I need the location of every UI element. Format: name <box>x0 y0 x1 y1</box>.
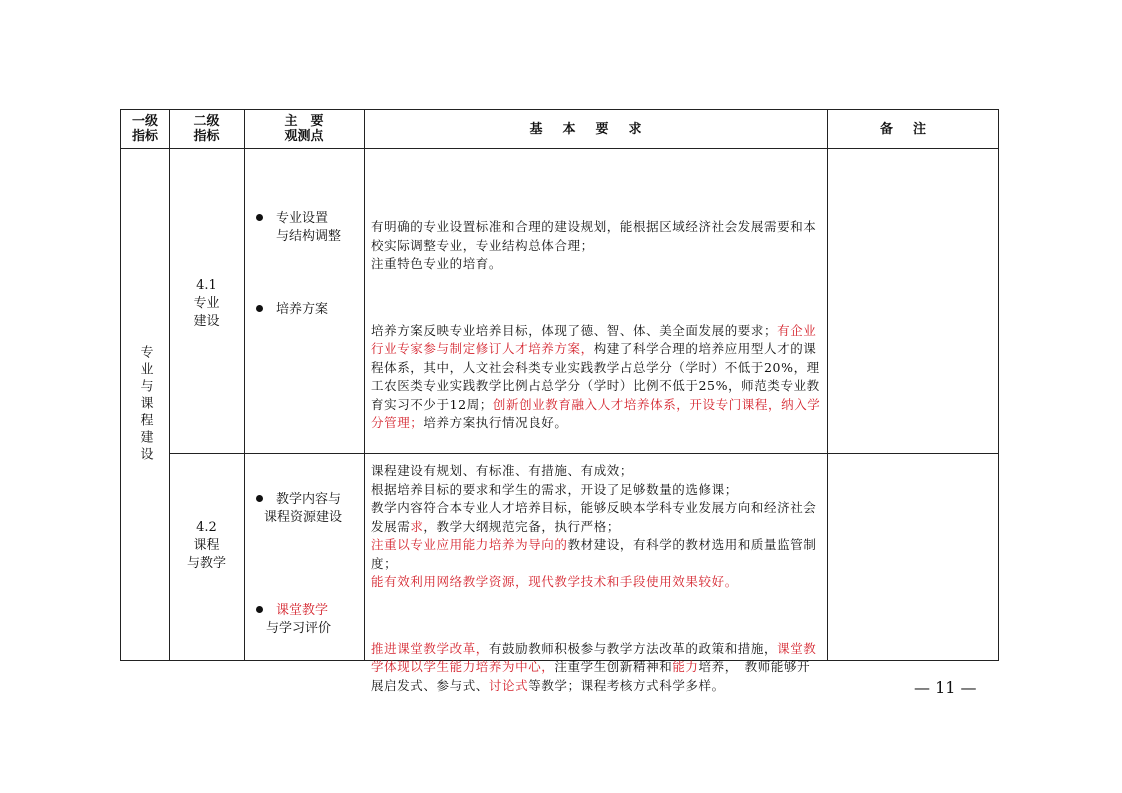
highlighted-requirement: 有企业行业专家参与制定修订人才培养方案， <box>371 322 817 356</box>
requirement-text: 课程建设有规划、有标准、有措施、有成效； <box>371 463 634 478</box>
requirement-text: 教学内容符合本专业人才培养目标，能够反映本学科专业发展方向和经济社会发展需 <box>371 500 817 534</box>
highlighted-requirement: 能力 <box>672 659 699 674</box>
requirement-paragraph <box>371 640 823 696</box>
requirement-text: ，教学大纲规范完备，执行严格； <box>423 518 620 534</box>
requirement-text: 培养方案执行情况良好。 <box>423 415 568 430</box>
header-level2: 二级 指标 <box>193 114 220 144</box>
bullet-icon <box>256 305 263 312</box>
bullet-icon <box>256 214 263 221</box>
requirement-text: 注重特色专业的培育。 <box>371 256 503 271</box>
bullet-icon <box>256 495 263 502</box>
highlighted-requirement: 课堂教学体现以学生能力培养为中心， <box>371 640 817 674</box>
requirement-paragraph <box>371 255 823 274</box>
requirement-text: 构建了科学合理的培养应用型人才的课程体系，其中，人文社会科类专业实践教学占总学分（学时）不低于20%，理工农医类专业实践教学比例占总学分（学时）比例不低于25%，师范类专业教育实习不少于12周； <box>371 341 820 412</box>
requirement-text: 培养方案反映专业培养目标，体现了德、智、体、美全面发展的要求； <box>371 322 778 338</box>
requirements-cell-4-2 <box>371 462 823 695</box>
requirement-paragraph <box>371 573 823 592</box>
requirement-text: 注重学生创新精神和 <box>554 659 673 674</box>
remarks-cell <box>828 149 999 452</box>
header-requirements: 基本要求 <box>529 121 662 137</box>
observation-item: 专业设置 与结构调整 <box>256 210 341 246</box>
requirement-text: 有明确的专业设置标准和合理的建设规划，能根据区域经济社会发展需要和本校实际调整专业，专业结构总体合理； <box>371 219 817 253</box>
highlighted-requirement: 能有效利用网络教学资源，现代教学技术和手段使用效果较好。 <box>371 574 738 589</box>
level2-cell-4-2: 4.2 课程 与教学 <box>186 520 226 571</box>
requirement-text: 有鼓励教师积极参与教学方法改革的政策和措施， <box>488 640 778 656</box>
requirements-cell-4-1 <box>371 218 823 433</box>
requirement-text: 等教学；课程考核方式科学多样。 <box>528 677 725 693</box>
level1-label: 专业与课程建设 <box>137 344 153 464</box>
requirement-paragraph <box>371 462 823 481</box>
observation-item: 教学内容与 课程资源建设 <box>256 491 342 527</box>
requirement-paragraph <box>371 218 823 255</box>
requirement-paragraph <box>371 499 823 536</box>
remarks-cell <box>828 454 999 660</box>
requirement-paragraph <box>371 322 823 433</box>
level2-cell-4-1: 4.1 专业 建设 <box>193 278 220 329</box>
requirement-paragraph <box>371 481 823 500</box>
header-level1: 一级 指标 <box>131 114 158 144</box>
bullet-icon <box>256 606 263 613</box>
observation-item: 课堂教学 与学习评价 <box>256 602 331 638</box>
header-remarks: 备注 <box>879 121 946 137</box>
highlighted-requirement: 创新创业教育融入人才培养体系，开设专门课程，纳入学分管理； <box>371 396 821 430</box>
highlighted-requirement: 讨论式 <box>488 677 529 693</box>
requirement-paragraph <box>371 536 823 573</box>
highlighted-requirement: 注重以专业应用能力培养为导向的 <box>371 537 568 552</box>
highlighted-requirement: 推进课堂教学改革， <box>371 640 489 656</box>
requirement-text: 教材建设，有科学的教材选用和质量监管制度； <box>371 537 817 571</box>
page-number: — 11 — <box>914 678 977 697</box>
highlighted-requirement: 求 <box>410 518 424 534</box>
header-observation: 主 要 观测点 <box>284 114 324 144</box>
observation-item: 培养方案 <box>256 301 328 319</box>
requirement-text: 根据培养目标的要求和学生的需求，开设了足够数量的选修课； <box>371 481 738 497</box>
level1-cell <box>121 148 169 660</box>
requirement-text: 培养， 教师能够开展启发式、参与式、 <box>371 659 811 693</box>
